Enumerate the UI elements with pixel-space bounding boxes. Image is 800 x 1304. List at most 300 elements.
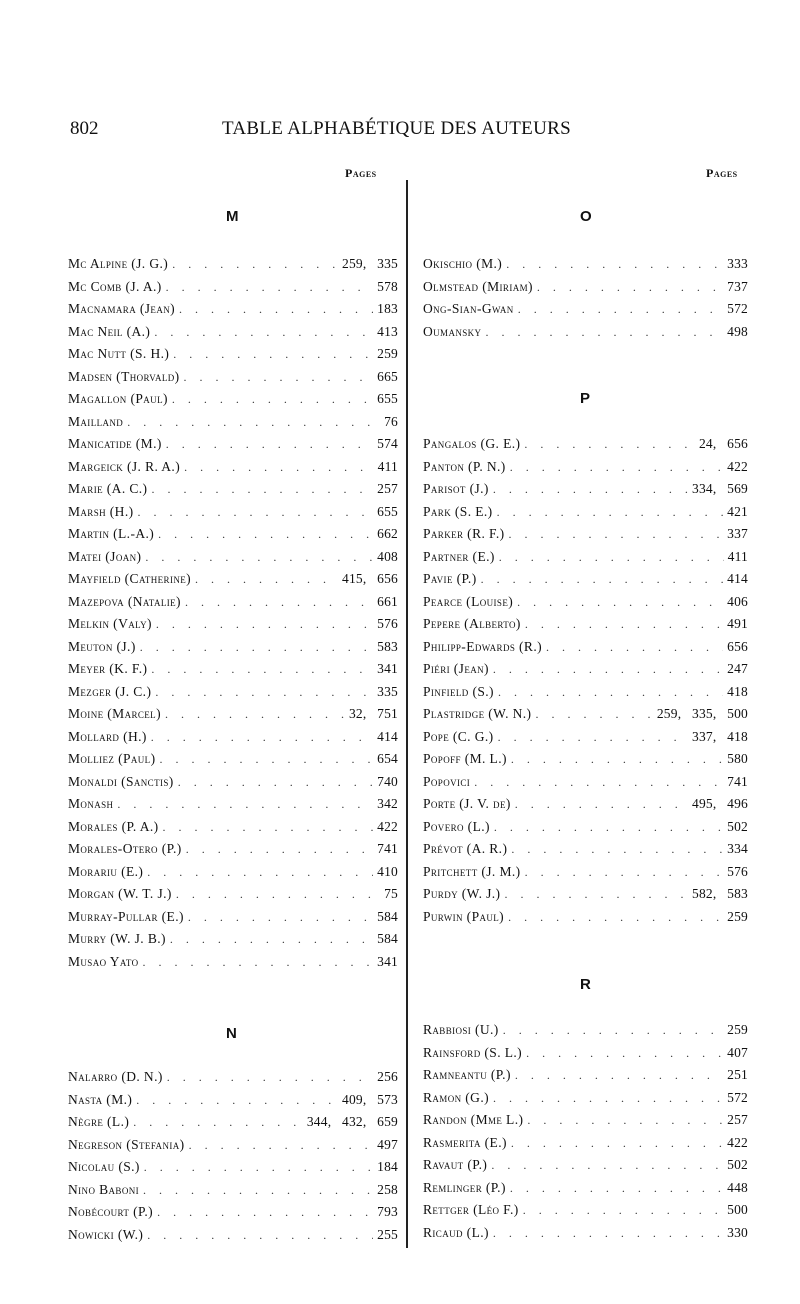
dot-leader xyxy=(517,595,723,610)
dot-leader xyxy=(154,325,373,340)
index-entry xyxy=(68,639,398,662)
author-name: Porte (J. V. de) xyxy=(423,796,511,811)
page-references: 337 xyxy=(727,526,748,541)
index-entry xyxy=(423,819,748,842)
dot-leader xyxy=(497,505,724,520)
index-entry xyxy=(68,819,398,842)
author-name: Nicolau (S.) xyxy=(68,1159,140,1174)
author-name: Nobécourt (P.) xyxy=(68,1204,154,1219)
page-references: 341 xyxy=(377,661,398,676)
index-entry xyxy=(423,459,748,482)
index-entry xyxy=(68,1159,398,1182)
page-references: 654 xyxy=(377,751,398,766)
page-references: 259 xyxy=(727,1022,748,1037)
page-references: 259 xyxy=(377,346,398,361)
dot-leader xyxy=(504,887,688,902)
page-references: 183 xyxy=(377,301,398,316)
dot-leader xyxy=(498,730,688,745)
index-entry xyxy=(423,1022,748,1045)
dot-leader xyxy=(165,707,345,722)
author-name: Pearce (Louise) xyxy=(423,593,514,609)
index-entry xyxy=(423,1157,748,1180)
page-references: 572 xyxy=(727,301,748,316)
dot-leader xyxy=(535,707,652,722)
author-name: Oumansky xyxy=(423,323,482,339)
author-name: Randon (Mme L.) xyxy=(423,1112,524,1127)
index-entry xyxy=(423,684,748,707)
page-references: 500 xyxy=(727,1202,748,1217)
author-name: Martin (L.-A.) xyxy=(68,526,155,541)
author-name: Parisot (J.) xyxy=(423,481,489,496)
index-entry xyxy=(68,706,398,729)
section-letter-n: N xyxy=(226,1025,237,1042)
index-entry xyxy=(68,301,398,324)
index-entry xyxy=(423,481,748,504)
page-references: 740 xyxy=(377,773,398,789)
dot-leader xyxy=(498,685,723,700)
index-entry xyxy=(68,954,398,977)
index-entry xyxy=(68,909,398,932)
dot-leader xyxy=(523,1203,723,1218)
index-entry xyxy=(68,459,398,482)
dot-leader xyxy=(176,887,380,902)
index-entry xyxy=(423,1045,748,1068)
index-entry xyxy=(423,661,748,684)
page-references: 333 xyxy=(727,256,748,271)
index-entry xyxy=(68,481,398,504)
index-entry xyxy=(68,391,398,414)
author-name: Mac Neil (A.) xyxy=(68,323,151,339)
dot-leader xyxy=(133,1115,303,1130)
dot-leader xyxy=(157,1205,373,1220)
dot-leader xyxy=(166,437,373,452)
index-entry xyxy=(423,504,748,527)
dot-leader xyxy=(147,865,373,880)
index-entry xyxy=(423,729,748,752)
index-entry xyxy=(68,1204,398,1227)
page-references: 576 xyxy=(727,863,748,879)
author-name: Ravaut (P.) xyxy=(423,1157,488,1172)
index-entry xyxy=(423,436,748,459)
page-references: 184 xyxy=(377,1159,398,1174)
section-p-entries xyxy=(423,436,748,931)
page-references: 572 xyxy=(727,1089,748,1105)
page-references: 334, 569 xyxy=(692,481,748,496)
dot-leader xyxy=(147,1228,373,1243)
dot-leader xyxy=(525,617,723,632)
page-references: 418 xyxy=(727,683,748,699)
author-name: Ong-Sian-Gwan xyxy=(423,301,514,316)
author-name: Pavie (P.) xyxy=(423,571,477,586)
section-o-entries xyxy=(423,256,748,346)
index-entry xyxy=(423,571,748,594)
author-name: Monash xyxy=(68,796,114,811)
index-entry xyxy=(423,774,748,797)
index-entry xyxy=(423,324,748,347)
dot-leader xyxy=(140,640,373,655)
index-entry xyxy=(423,1225,748,1248)
author-name: Ricaud (L.) xyxy=(423,1224,489,1240)
page-title: TABLE ALPHABÉTIQUE DES AUTEURS xyxy=(222,118,571,139)
page-references: 337, 418 xyxy=(692,728,748,744)
index-entry xyxy=(68,931,398,954)
author-name: Molliez (Paul) xyxy=(68,751,156,766)
author-name: Margeick (J. R. A.) xyxy=(68,458,181,474)
index-entry xyxy=(423,796,748,819)
author-name: Rettger (Léo F.) xyxy=(423,1202,519,1217)
author-name: Ramneantu (P.) xyxy=(423,1067,511,1082)
index-entry xyxy=(68,1069,398,1092)
index-entry xyxy=(68,661,398,684)
index-entry xyxy=(68,594,398,617)
page-references: 582, 583 xyxy=(692,886,748,901)
page-references: 258 xyxy=(377,1181,398,1197)
dot-leader xyxy=(510,1181,723,1196)
pages-column-label-left: Pages xyxy=(345,166,377,180)
dot-leader xyxy=(515,1068,723,1083)
dot-leader xyxy=(493,662,723,677)
dot-leader xyxy=(518,302,723,317)
page-references: 75 xyxy=(384,886,398,901)
page-references: 421 xyxy=(727,503,748,519)
section-letter-p: P xyxy=(580,390,591,407)
page-references: 259, 335 xyxy=(342,256,398,271)
page-references: 407 xyxy=(727,1044,748,1060)
index-entry xyxy=(68,616,398,639)
index-entry xyxy=(423,526,748,549)
page-references: 411 xyxy=(377,458,398,474)
page-references: 574 xyxy=(377,436,398,451)
author-name: Marie (A. C.) xyxy=(68,481,148,496)
dot-leader xyxy=(510,460,723,475)
dot-leader xyxy=(117,797,373,812)
page-references: 411 xyxy=(727,548,748,564)
dot-leader xyxy=(155,685,373,700)
author-name: Nino Baboni xyxy=(68,1181,140,1197)
author-name: Nowicki (W.) xyxy=(68,1226,144,1242)
dot-leader xyxy=(166,280,374,295)
index-entry xyxy=(423,1090,748,1113)
section-letter-o: O xyxy=(580,208,592,225)
index-entry xyxy=(68,1227,398,1250)
index-entry xyxy=(423,1067,748,1090)
page-references: 655 xyxy=(377,503,398,519)
author-name: Manicatide (M.) xyxy=(68,436,162,451)
dot-leader xyxy=(509,527,724,542)
page-references: 344, 432, 659 xyxy=(306,1114,398,1129)
page-references: 422 xyxy=(727,1134,748,1150)
dot-leader xyxy=(493,482,688,497)
dot-leader xyxy=(511,1136,723,1151)
page-references: 413 xyxy=(377,323,398,339)
author-name: Musao Yato xyxy=(68,953,139,969)
index-entry xyxy=(423,594,748,617)
author-name: Mac Nutt (S. H.) xyxy=(68,346,170,361)
author-name: Macnamara (Jean) xyxy=(68,301,176,316)
author-name: Popovici xyxy=(423,773,471,789)
author-name: Mezger (J. C.) xyxy=(68,683,152,699)
index-entry xyxy=(68,549,398,572)
author-name: Park (S. E.) xyxy=(423,503,493,519)
dot-leader xyxy=(170,932,373,947)
index-entry xyxy=(423,909,748,932)
author-name: Mc Alpine (J. G.) xyxy=(68,256,169,271)
dot-leader xyxy=(186,842,373,857)
author-name: Mollard (H.) xyxy=(68,728,147,744)
author-name: Nasta (M.) xyxy=(68,1091,133,1107)
section-letter-r: R xyxy=(580,976,591,993)
section-letter-m: M xyxy=(226,208,239,225)
dot-leader xyxy=(173,347,373,362)
column-divider xyxy=(406,180,408,1248)
author-name: Pritchett (J. M.) xyxy=(423,863,521,879)
author-name: Morgan (W. T. J.) xyxy=(68,886,172,901)
page-references: 448 xyxy=(727,1179,748,1195)
section-m-entries xyxy=(68,256,398,976)
page-references: 661 xyxy=(377,593,398,609)
dot-leader xyxy=(136,1093,338,1108)
author-name: Nalarro (D. N.) xyxy=(68,1069,163,1084)
dot-leader xyxy=(145,550,373,565)
index-entry xyxy=(68,436,398,459)
dot-leader xyxy=(515,797,688,812)
author-name: Povero (L.) xyxy=(423,818,490,834)
page-references: 422 xyxy=(727,458,748,474)
page-references: 342 xyxy=(377,796,398,811)
index-entry xyxy=(68,1092,398,1115)
dot-leader xyxy=(474,775,723,790)
author-name: Morales-Otero (P.) xyxy=(68,841,182,856)
page-references: 502 xyxy=(727,1157,748,1172)
author-name: Purdy (W. J.) xyxy=(423,886,501,901)
index-entry xyxy=(423,1112,748,1135)
page-references: 255 xyxy=(377,1226,398,1242)
section-n-entries xyxy=(68,1069,398,1249)
index-entry xyxy=(68,256,398,279)
dot-leader xyxy=(138,505,374,520)
author-name: Murray-Pullar (E.) xyxy=(68,908,184,924)
dot-leader xyxy=(185,595,373,610)
page-references: 410 xyxy=(377,863,398,879)
author-name: Pepere (Alberto) xyxy=(423,616,521,631)
page-references: 584 xyxy=(377,931,398,946)
index-entry xyxy=(68,864,398,887)
dot-leader xyxy=(506,257,723,272)
page-references: 495, 496 xyxy=(692,796,748,811)
author-name: Rainsford (S. L.) xyxy=(423,1044,523,1060)
index-entry xyxy=(68,324,398,347)
author-name: Meuton (J.) xyxy=(68,638,136,654)
author-name: Mc Comb (J. A.) xyxy=(68,278,162,294)
author-name: Pope (C. G.) xyxy=(423,728,494,744)
dot-leader xyxy=(537,280,723,295)
author-name: Panton (P. N.) xyxy=(423,458,506,474)
page-references: 656 xyxy=(727,638,748,654)
author-name: Ramon (G.) xyxy=(423,1089,489,1105)
page-references: 247 xyxy=(727,661,748,676)
page-references: 578 xyxy=(377,278,398,294)
index-entry xyxy=(423,256,748,279)
index-entry xyxy=(423,549,748,572)
author-name: Piéri (Jean) xyxy=(423,661,489,676)
index-entry xyxy=(423,301,748,324)
page-references: 414 xyxy=(727,571,748,586)
page-references: 737 xyxy=(727,278,748,294)
author-name: Olmstead (Miriam) xyxy=(423,278,533,294)
section-r-entries xyxy=(423,1022,748,1247)
dot-leader xyxy=(184,370,374,385)
index-entry xyxy=(423,639,748,662)
dot-leader xyxy=(481,572,724,587)
author-name: Melkin (Valy) xyxy=(68,616,152,631)
page-references: 76 xyxy=(384,413,398,429)
index-entry xyxy=(68,841,398,864)
dot-leader xyxy=(167,1070,373,1085)
page-references: 330 xyxy=(727,1224,748,1240)
index-entry xyxy=(423,886,748,909)
dot-leader xyxy=(163,820,374,835)
author-name: Negreson (Stefania) xyxy=(68,1136,185,1152)
index-entry xyxy=(68,1137,398,1160)
dot-leader xyxy=(156,617,373,632)
author-name: Purwin (Paul) xyxy=(423,908,505,924)
author-name: Rabbiosi (U.) xyxy=(423,1022,499,1037)
index-entry xyxy=(68,796,398,819)
page-references: 334 xyxy=(727,841,748,856)
page-references: 502 xyxy=(727,818,748,834)
author-name: Magallon (Paul) xyxy=(68,391,168,406)
index-entry xyxy=(423,1180,748,1203)
page-references: 498 xyxy=(727,323,748,339)
page-references: 341 xyxy=(377,953,398,969)
page-references: 415, 656 xyxy=(342,571,398,586)
page-references: 497 xyxy=(377,1136,398,1152)
dot-leader xyxy=(151,730,373,745)
page-references: 256 xyxy=(377,1069,398,1084)
index-entry xyxy=(423,616,748,639)
index-entry xyxy=(68,346,398,369)
dot-leader xyxy=(524,437,695,452)
dot-leader xyxy=(143,1183,373,1198)
page-references: 414 xyxy=(377,728,398,744)
page-references: 576 xyxy=(377,616,398,631)
dot-leader xyxy=(195,572,338,587)
dot-leader xyxy=(525,865,724,880)
page-references: 662 xyxy=(377,526,398,541)
dot-leader xyxy=(158,527,373,542)
page-references: 422 xyxy=(377,818,398,834)
dot-leader xyxy=(546,640,723,655)
author-name: Mailland xyxy=(68,413,124,429)
index-entry xyxy=(68,774,398,797)
page-references: 580 xyxy=(727,751,748,766)
dot-leader xyxy=(151,482,373,497)
page-references: 584 xyxy=(377,908,398,924)
page-references: 24, 656 xyxy=(698,436,748,451)
page-references: 741 xyxy=(727,773,748,789)
page-references: 406 xyxy=(727,593,748,609)
index-entry xyxy=(423,751,748,774)
author-name: Matei (Joan) xyxy=(68,548,142,564)
pages-column-label-right: Pages xyxy=(706,166,738,180)
index-entry xyxy=(68,684,398,707)
author-name: Moine (Marcel) xyxy=(68,706,161,721)
author-name: Pangalos (G. E.) xyxy=(423,436,521,451)
page-references: 335 xyxy=(377,683,398,699)
index-entry xyxy=(68,886,398,909)
author-name: Pinfield (S.) xyxy=(423,683,494,699)
index-entry xyxy=(68,1182,398,1205)
index-entry xyxy=(68,504,398,527)
author-name: Madsen (Thorvald) xyxy=(68,368,180,384)
dot-leader xyxy=(188,910,373,925)
page-references: 793 xyxy=(377,1204,398,1219)
dot-leader xyxy=(499,550,724,565)
page-references: 583 xyxy=(377,638,398,654)
index-entry xyxy=(423,841,748,864)
dot-leader xyxy=(485,325,723,340)
index-entry xyxy=(68,729,398,752)
page-references: 655 xyxy=(377,391,398,406)
index-entry xyxy=(68,751,398,774)
dot-leader xyxy=(494,820,723,835)
author-name: Plastridge (W. N.) xyxy=(423,706,532,721)
index-entry xyxy=(423,279,748,302)
dot-leader xyxy=(159,752,373,767)
page-references: 408 xyxy=(377,548,398,564)
dot-leader xyxy=(144,1160,373,1175)
page-references: 741 xyxy=(377,841,398,856)
page-references: 409, 573 xyxy=(342,1091,398,1107)
author-name: Murry (W. J. B.) xyxy=(68,931,166,946)
dot-leader xyxy=(508,910,723,925)
page-references: 259 xyxy=(727,908,748,924)
index-entry xyxy=(423,1135,748,1158)
author-name: Remlinger (P.) xyxy=(423,1179,506,1195)
dot-leader xyxy=(189,1138,374,1153)
index-entry xyxy=(68,279,398,302)
author-name: Marsh (H.) xyxy=(68,503,134,519)
dot-leader xyxy=(493,1226,723,1241)
dot-leader xyxy=(179,302,373,317)
page-references: 665 xyxy=(377,368,398,384)
dot-leader xyxy=(493,1091,723,1106)
author-name: Nègre (L.) xyxy=(68,1114,130,1129)
dot-leader xyxy=(503,1023,723,1038)
index-entry xyxy=(68,414,398,437)
dot-leader xyxy=(172,257,338,272)
page-references: 257 xyxy=(727,1112,748,1127)
page-references: 32, 751 xyxy=(348,706,398,721)
index-entry xyxy=(68,526,398,549)
author-name: Prévot (A. R.) xyxy=(423,841,508,856)
author-name: Mayfield (Catherine) xyxy=(68,571,192,586)
page-number: 802 xyxy=(70,118,99,139)
index-entry xyxy=(423,706,748,729)
dot-leader xyxy=(172,392,373,407)
author-name: Morales (P. A.) xyxy=(68,818,159,834)
dot-leader xyxy=(526,1046,723,1061)
index-entry xyxy=(68,369,398,392)
author-name: Meyer (K. F.) xyxy=(68,661,148,676)
author-name: Monaldi (Sanctis) xyxy=(68,773,174,789)
dot-leader xyxy=(178,775,373,790)
author-name: Morariu (E.) xyxy=(68,863,144,879)
index-entry xyxy=(423,1202,748,1225)
author-name: Okischio (M.) xyxy=(423,256,503,271)
index-entry xyxy=(68,571,398,594)
page-references: 251 xyxy=(727,1067,748,1082)
